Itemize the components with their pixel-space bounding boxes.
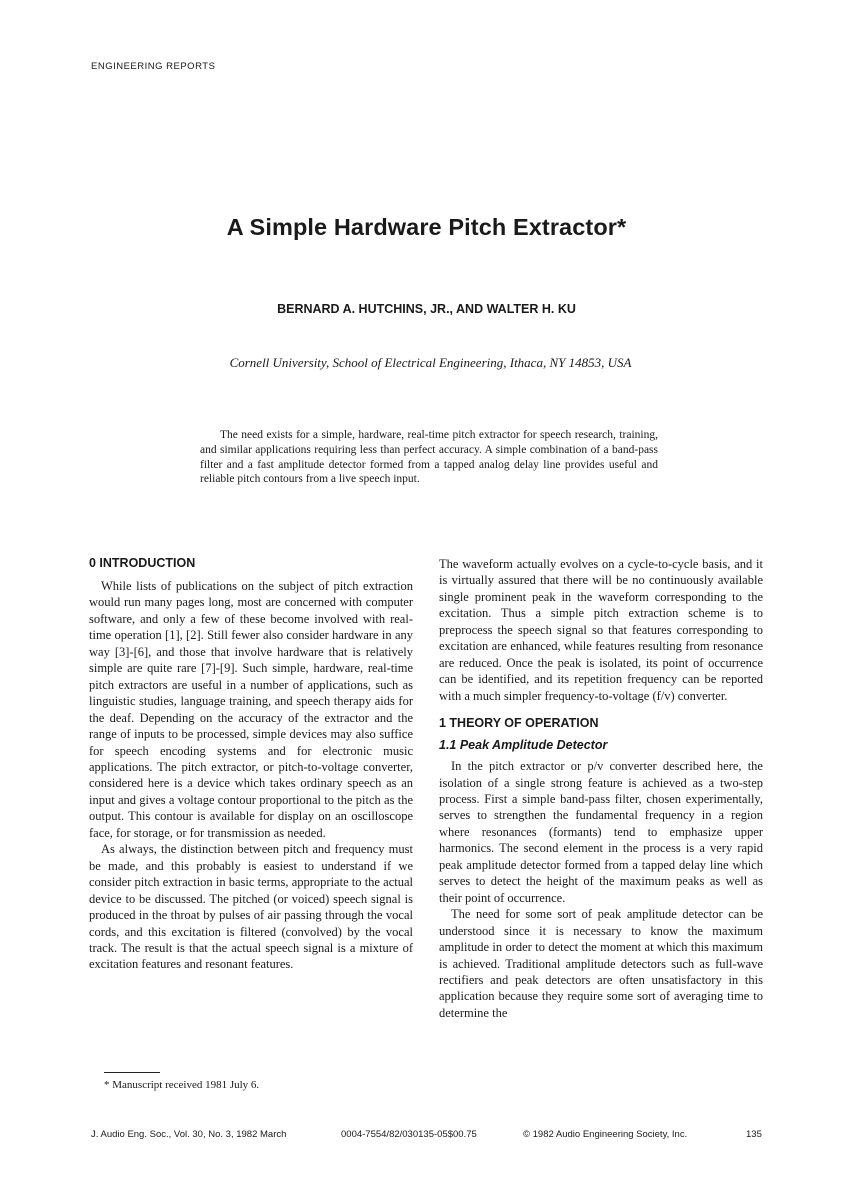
body-paragraph: As always, the distinction between pitch and frequency must be made, and this probably is easiest to understand if we consider pitch extraction in basic terms, appropriate to the actual device to be discussed. The pitched (or voiced) speech signal is produced in the throat by pulses of air passing through the vocal cords, and this excitation is filtered (convolved) by the vocal track. The result is that the actual speech signal is a mixture of excitation features and resonant features.: [89, 842, 413, 972]
author-affiliation: Cornell University, School of Electrical Engineering, Ithaca, NY 14853, USA: [229, 355, 632, 370]
body-paragraph: The need for some sort of peak amplitude detector can be understood since it is necessary to know the maximum amplitude in order to detect the moment at which this maximum is achieved. Traditional amplitude detectors such as full-wave rectifiers and peak detectors are often unsatisfactory in this application because they require some sort of averaging time to determine the: [439, 907, 763, 1020]
footer-journal-citation: J. Audio Eng. Soc., Vol. 30, No. 3, 1982 March: [91, 1129, 287, 1140]
body-paragraph: In the pitch extractor or p/v converter described here, the isolation of a single strong feature is achieved as a two-step process. First a simple band-pass filter, chosen experimentally, serves to strengthen the fundamental frequency in a region where resonances (formants) tend to emphasize upper harmonics. The second element in the process is a very rapid peak amplitude detector formed from a tapped delay line which serves to detect the height of the maximum peaks as well as their point of occurrence.: [439, 759, 763, 905]
left-column: [89, 556, 413, 973]
section-heading-introduction: 0 INTRODUCTION: [89, 556, 196, 570]
body-paragraph: While lists of publications on the subject of pitch extraction would run many pages long, most are concerned with computer software, and only a few of these become involved with real-time operation [1], [2]. Still fewer also consider hardware in any way [3]-[6], and those that involve hardware that is relatively simple are quite rare [7]-[9]. Such simple, hardware, real-time pitch extractors are useful in a number of applications, such as linguistic studies, language training, and speech therapy aids for the deaf. Depending on the accuracy of the extractor and the range of inputs to be processed, simple devices may also suffice for speech encoding systems and for electronic music applications. The pitch extractor, or pitch-to-voltage converter, considered here is a device which takes ordinary speech as an input and gives a voltage contour proportional to the pitch as the output. This contour is available for display on an oscilloscope face, for storage, or for transmission as needed.: [89, 579, 413, 840]
page-number: 135: [746, 1129, 762, 1140]
author-list: BERNARD A. HUTCHINS, JR., AND WALTER H. KU: [277, 302, 576, 316]
right-column: [439, 556, 763, 1021]
section-heading-theory: 1 THEORY OF OPERATION: [439, 716, 599, 731]
footer-article-code: 0004-7554/82/030135-05$00.75: [341, 1129, 477, 1140]
body-paragraph: The waveform actually evolves on a cycle-to-cycle basis, and it is virtually assured that there will be no continuously available single prominent peak in the waveform corresponding to the excitation. Thus a simple pitch extraction scheme is to preprocess the speech signal so that features corresponding to excitation are enhanced, while features resulting from resonance are reduced. Once the peak is isolated, its point of occurrence can be identified, and its repetition frequency can be reported with a much simpler frequency-to-voltage (f/v) converter.: [439, 557, 763, 703]
running-head: ENGINEERING REPORTS: [91, 61, 216, 72]
footnote-divider: [104, 1072, 160, 1073]
footer-copyright: © 1982 Audio Engineering Society, Inc.: [523, 1129, 688, 1140]
abstract: The need exists for a simple, hardware, real-time pitch extractor for speech research, training, and similar applications requiring less than perfect accuracy. A simple combination of a band-pass filter and a fast amplitude detector formed from a tapped analog delay line provides useful and reliable pitch contours from a live speech input.: [200, 429, 658, 486]
paper-title: A Simple Hardware Pitch Extractor*: [226, 214, 627, 240]
footnote: * Manuscript received 1981 July 6.: [104, 1079, 260, 1091]
subsection-heading-peak-detector: 1.1 Peak Amplitude Detector: [439, 738, 608, 753]
